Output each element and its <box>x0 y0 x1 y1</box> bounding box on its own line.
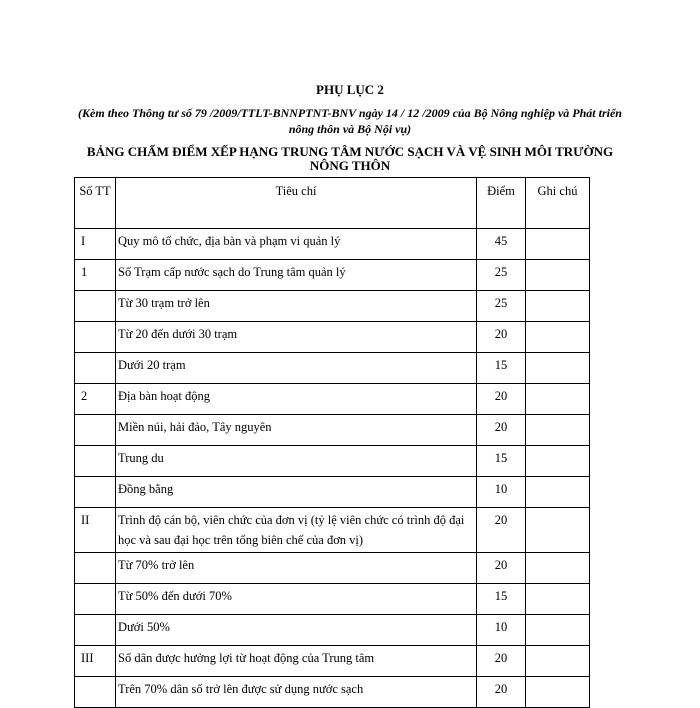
table-row <box>75 508 590 553</box>
row-no: 2 <box>75 384 116 415</box>
row-points: 20 <box>477 508 526 553</box>
row-criteria: Trình độ cán bộ, viên chức của đơn vị (tỷ lệ viên chức có trình độ đại học và sau đại học trên tổng biên chế của đơn vị) <box>116 508 477 553</box>
row-note <box>526 646 590 677</box>
row-points: 25 <box>477 291 526 322</box>
row-note <box>526 477 590 508</box>
row-note <box>526 584 590 615</box>
row-no <box>75 415 116 446</box>
row-points: 10 <box>477 615 526 646</box>
table-row <box>75 677 590 708</box>
table-row <box>75 384 590 415</box>
row-note <box>526 384 590 415</box>
row-criteria: Từ 70% trở lên <box>116 553 477 584</box>
row-no: 1 <box>75 260 116 291</box>
row-points: 20 <box>477 322 526 353</box>
row-note <box>526 446 590 477</box>
header-criteria: Tiêu chí <box>116 178 477 229</box>
table-row <box>75 646 590 677</box>
row-note <box>526 229 590 260</box>
row-criteria: Số dân được hưởng lợi từ hoạt động của Trung tâm <box>116 646 477 677</box>
row-points: 45 <box>477 229 526 260</box>
row-note <box>526 415 590 446</box>
row-criteria: Từ 50% đến dưới 70% <box>116 584 477 615</box>
row-note <box>526 553 590 584</box>
row-points: 20 <box>477 384 526 415</box>
row-no: I <box>75 229 116 260</box>
table-row <box>75 291 590 322</box>
row-no <box>75 677 116 708</box>
row-note <box>526 322 590 353</box>
row-points: 20 <box>477 553 526 584</box>
subtitle: (Kèm theo Thông tư số 79 /2009/TTLT-BNNPTNT-BNV ngày 14 / 12 /2009 của Bộ Nông nghiệp và Phát triển nông thôn và Bộ Nội vụ) <box>78 106 622 136</box>
row-note <box>526 260 590 291</box>
row-points: 25 <box>477 260 526 291</box>
table-row <box>75 353 590 384</box>
table-row <box>75 322 590 353</box>
header-points: Điểm <box>477 178 526 229</box>
row-note <box>526 353 590 384</box>
table-row <box>75 260 590 291</box>
row-criteria: Đồng bằng <box>116 477 477 508</box>
row-no <box>75 353 116 384</box>
header-note: Ghi chú <box>526 178 590 229</box>
row-no: III <box>75 646 116 677</box>
row-no <box>75 322 116 353</box>
table-header-row <box>75 178 590 229</box>
row-points: 15 <box>477 353 526 384</box>
row-points: 20 <box>477 677 526 708</box>
row-points: 15 <box>477 446 526 477</box>
row-criteria: Số Trạm cấp nước sạch do Trung tâm quản lý <box>116 260 477 291</box>
row-no <box>75 615 116 646</box>
table-row <box>75 553 590 584</box>
row-no <box>75 446 116 477</box>
scoring-table <box>74 177 590 708</box>
row-points: 10 <box>477 477 526 508</box>
row-no <box>75 477 116 508</box>
row-points: 15 <box>477 584 526 615</box>
row-points: 20 <box>477 646 526 677</box>
table-row <box>75 446 590 477</box>
row-criteria: Miền núi, hải đảo, Tây nguyên <box>116 415 477 446</box>
row-no <box>75 291 116 322</box>
header-no: Số TT <box>75 178 116 229</box>
row-criteria: Dưới 50% <box>116 615 477 646</box>
row-no <box>75 584 116 615</box>
table-row <box>75 415 590 446</box>
row-no: II <box>75 508 116 553</box>
row-no <box>75 553 116 584</box>
row-criteria: Từ 30 trạm trở lên <box>116 291 477 322</box>
row-note <box>526 677 590 708</box>
row-criteria: Từ 20 đến dưới 30 trạm <box>116 322 477 353</box>
row-note <box>526 508 590 553</box>
table-row <box>75 477 590 508</box>
appendix-title: PHỤ LỤC 2 <box>316 82 384 97</box>
table-title: BẢNG CHẤM ĐIỂM XẾP HẠNG TRUNG TÂM NƯỚC SẠCH VÀ VỆ SINH MÔI TRƯỜNG NÔNG THÔN <box>86 144 614 173</box>
row-criteria: Dưới 20 trạm <box>116 353 477 384</box>
row-criteria: Địa bàn hoạt động <box>116 384 477 415</box>
row-criteria: Trung du <box>116 446 477 477</box>
table-row <box>75 229 590 260</box>
row-points: 20 <box>477 415 526 446</box>
table-row <box>75 615 590 646</box>
row-note <box>526 291 590 322</box>
row-note <box>526 615 590 646</box>
row-criteria: Trên 70% dân số trở lên được sử dụng nước sạch <box>116 677 477 708</box>
table-row <box>75 584 590 615</box>
row-criteria: Quy mô tổ chức, địa bàn và phạm vi quản lý <box>116 229 477 260</box>
